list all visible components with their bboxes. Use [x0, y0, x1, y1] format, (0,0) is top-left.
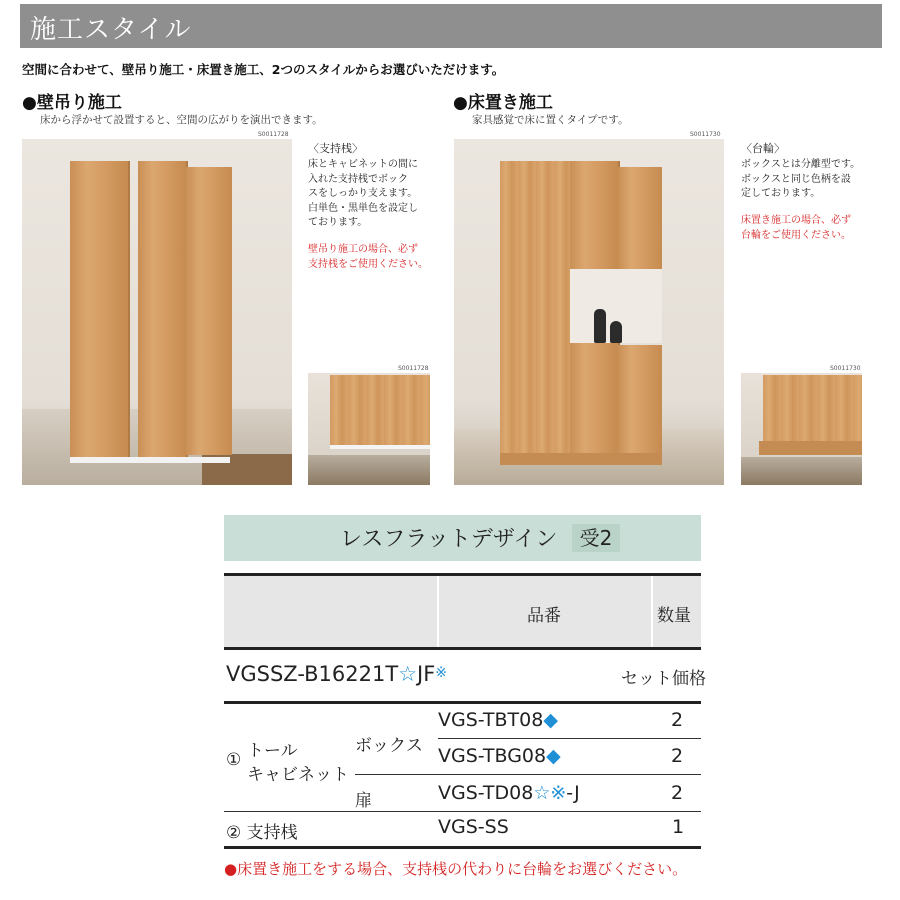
group1-label-line1: トール [247, 741, 298, 761]
floor-section-title: ●床置き施工 [453, 93, 553, 113]
box-label: ボックス [355, 736, 423, 756]
order-badge: 受2 [572, 524, 620, 552]
group2-code: VGS-SS [438, 816, 509, 838]
floor-note-warning: 床置き施工の場合、必ず 台輪をご使用ください。 [741, 215, 851, 241]
base-plinth [500, 453, 662, 465]
set-price-label: セット価格 [621, 669, 706, 689]
wall-section-title: ●壁吊り施工 [22, 93, 122, 113]
group1-number: ① [226, 750, 242, 770]
table-column-header [224, 576, 701, 648]
floor-note-body: ボックスとは分離型です。 ボックスと同じ色柄を設 定しております。 [741, 159, 861, 199]
floor-section-subtitle: 家具感覚で床に置くタイプです。 [472, 114, 629, 126]
lower-door-right [618, 345, 662, 453]
column-quantity: 数量 [657, 606, 691, 626]
floor-standing-photo [454, 139, 724, 485]
table-title: レスフラットデザイン [340, 527, 558, 552]
vase-icon [594, 309, 606, 343]
floor-photo-code: S0011730 [690, 131, 721, 138]
lower-door-middle [570, 343, 620, 453]
wall-section-subtitle: 床から浮かせて設置すると、空間の広がりを演出できます。 [40, 114, 323, 126]
cabinet-door-middle [138, 161, 188, 457]
door-label: 扉 [355, 791, 372, 811]
vase-small-icon [610, 321, 622, 343]
cabinet-door-right [186, 167, 232, 455]
row-2-qty: 2 [671, 745, 684, 767]
floor-note-title: 〈台輪〉 [741, 142, 785, 155]
wall-note-title: 〈支持桟〉 [308, 142, 363, 155]
column-part-number: 品番 [527, 606, 561, 626]
floor-detail-code: S0011730 [830, 365, 861, 372]
set-product-code: VGSSZ-B16221T☆JF※ [226, 662, 448, 686]
row-1-code: VGS-TBT08◆ [438, 709, 558, 731]
row-2-code: VGS-TBG08◆ [438, 745, 561, 767]
wall-photo-code: S0011728 [258, 131, 289, 138]
row-3-qty: 2 [671, 782, 684, 804]
row-1-qty: 2 [671, 709, 684, 731]
section-title: 施工スタイル [30, 15, 192, 45]
wall-note-warning: 壁吊り施工の場合、必ず 支持桟をご使用ください。 [308, 244, 428, 270]
wall-hung-photo [22, 139, 292, 485]
group2-label: ② 支持桟 [226, 823, 298, 843]
cabinet-door-left [70, 161, 130, 457]
wall-detail-code: S0011728 [398, 365, 429, 372]
row-3-code: VGS-TD08☆※-J [438, 782, 580, 804]
tall-cabinet-door [500, 161, 570, 461]
upper-door-middle [570, 161, 620, 269]
intro-text: 空間に合わせて、壁吊り施工・床置き施工、2つのスタイルからお選びいただけます。 [22, 62, 505, 77]
plinth-detail-photo [741, 373, 862, 485]
wall-note-body: 床とキャビネットの間に 入れた支持桟でボック スをしっかり支えます。 白単色・黒単色を設定し ております。 [308, 159, 418, 228]
group2-qty: 1 [672, 816, 685, 838]
upper-door-right [618, 167, 662, 269]
group1-label-line2: キャビネット [247, 765, 349, 785]
footer-note: ●床置き施工をする場合、支持桟の代わりに台輪をお選びください。 [224, 860, 688, 878]
support-bar-detail-photo [308, 373, 430, 485]
